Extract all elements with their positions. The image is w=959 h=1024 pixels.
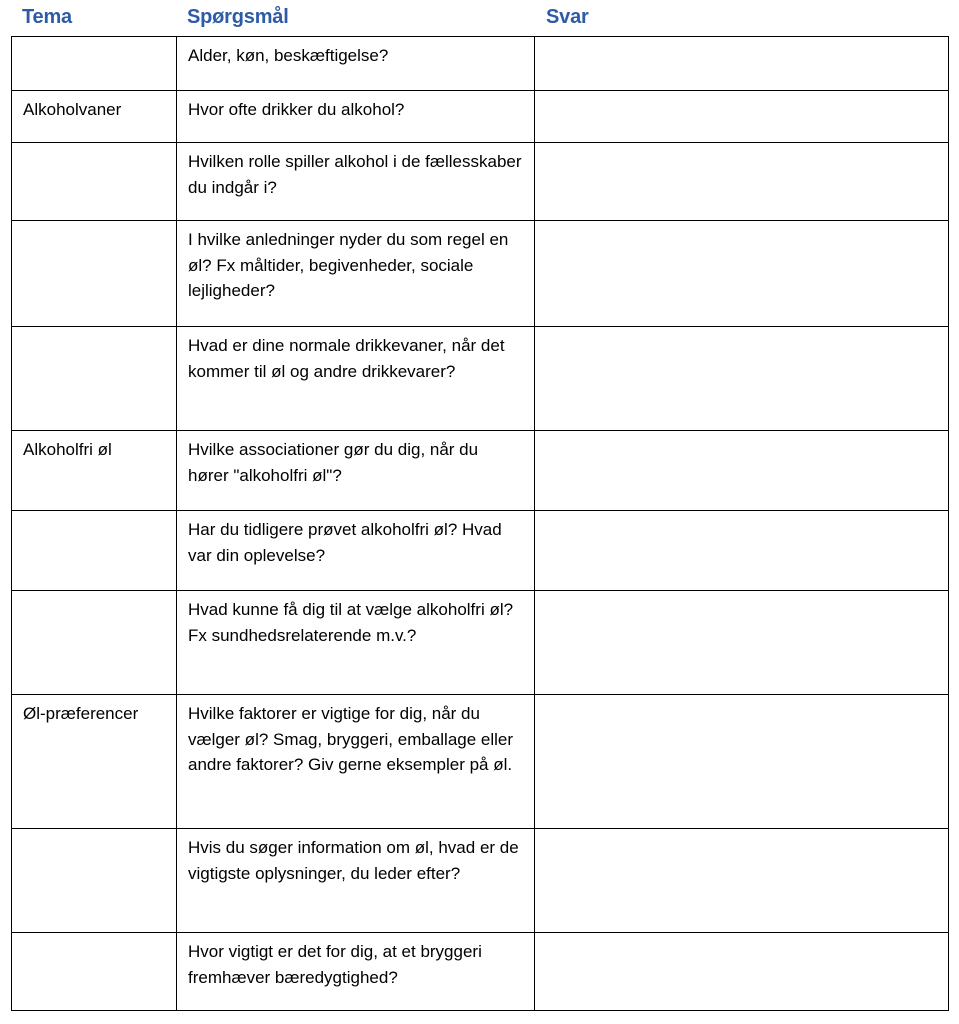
header-svar: Svar <box>546 6 589 28</box>
question-cell: Har du tidligere prøvet alkoholfri øl? Hvad var din oplevelse? <box>177 511 535 591</box>
question-cell: Alder, køn, beskæftigelse? <box>177 37 535 91</box>
answer-cell[interactable] <box>535 933 949 1011</box>
tema-cell <box>12 829 177 933</box>
question-cell: I hvilke anledninger nyder du som regel en øl? Fx måltider, begivenheder, sociale lejligheder? <box>177 221 535 327</box>
tema-cell <box>12 143 177 221</box>
tema-cell <box>12 933 177 1011</box>
answer-cell[interactable] <box>535 91 949 143</box>
tema-cell: Øl-præferencer <box>12 695 177 829</box>
table-row <box>12 143 949 221</box>
question-cell: Hvis du søger information om øl, hvad er de vigtigste oplysninger, du leder efter? <box>177 829 535 933</box>
question-cell: Hvor ofte drikker du alkohol? <box>177 91 535 143</box>
question-cell: Hvilke faktorer er vigtige for dig, når du vælger øl? Smag, bryggeri, emballage eller andre faktorer? Giv gerne eksempler på øl. <box>177 695 535 829</box>
answer-cell[interactable] <box>535 327 949 431</box>
table-row <box>12 327 949 431</box>
answer-cell[interactable] <box>535 511 949 591</box>
question-cell: Hvad kunne få dig til at vælge alkoholfri øl? Fx sundhedsrelaterende m.v.? <box>177 591 535 695</box>
tema-cell <box>12 591 177 695</box>
tema-cell: Alkoholvaner <box>12 91 177 143</box>
question-cell: Hvilke associationer gør du dig, når du hører "alkoholfri øl"? <box>177 431 535 511</box>
tema-cell <box>12 37 177 91</box>
table-row <box>12 91 949 143</box>
answer-cell[interactable] <box>535 829 949 933</box>
header-tema: Tema <box>22 6 72 28</box>
table-row <box>12 511 949 591</box>
question-cell: Hvad er dine normale drikkevaner, når det kommer til øl og andre drikkevarer? <box>177 327 535 431</box>
table-row <box>12 431 949 511</box>
answer-cell[interactable] <box>535 431 949 511</box>
tema-cell <box>12 327 177 431</box>
table-row <box>12 695 949 829</box>
answer-cell[interactable] <box>535 221 949 327</box>
answer-cell[interactable] <box>535 591 949 695</box>
answer-cell[interactable] <box>535 143 949 221</box>
tema-cell: Alkoholfri øl <box>12 431 177 511</box>
table-row <box>12 37 949 91</box>
question-cell: Hvilken rolle spiller alkohol i de fællesskaber du indgår i? <box>177 143 535 221</box>
question-cell: Hvor vigtigt er det for dig, at et bryggeri fremhæver bæredygtighed? <box>177 933 535 1011</box>
tema-cell <box>12 511 177 591</box>
table-row <box>12 829 949 933</box>
table-row <box>12 933 949 1011</box>
answer-cell[interactable] <box>535 695 949 829</box>
table-row <box>12 591 949 695</box>
table-row <box>12 221 949 327</box>
interview-table <box>11 36 949 1011</box>
answer-cell[interactable] <box>535 37 949 91</box>
header-sporgsmal: Spørgsmål <box>187 6 289 28</box>
table-header <box>0 6 959 34</box>
tema-cell <box>12 221 177 327</box>
